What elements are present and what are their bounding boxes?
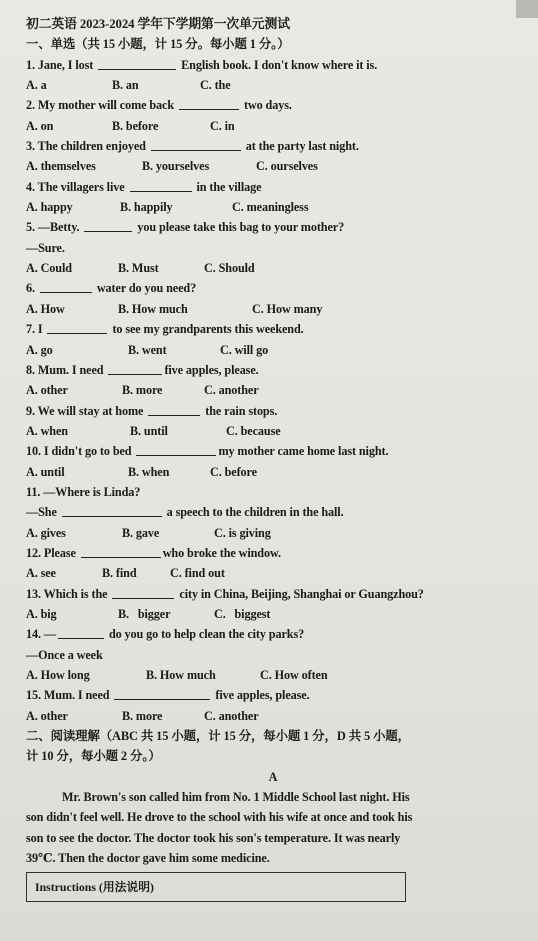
option-b[interactable]: B. How much [146, 668, 216, 682]
option-a[interactable]: A. go [26, 342, 53, 357]
question-4: 4. The villagers live in the village [26, 179, 262, 194]
passage-line: son didn't feel well. He drove to the school with his wife at once and took his [26, 810, 413, 825]
question-14: 14. — do you go to help clean the city parks? [26, 627, 305, 642]
answer-blank[interactable] [108, 362, 162, 375]
question-2: 2. My mother will come back two days. [26, 98, 292, 113]
option-a[interactable]: A. other [26, 383, 68, 398]
option-c[interactable]: C. in [210, 118, 235, 133]
option-c[interactable]: C. Should [204, 261, 255, 276]
answer-blank[interactable] [62, 504, 162, 517]
options-14 [26, 665, 520, 685]
question-8: 8. Mum. I need five apples, please. [26, 362, 259, 377]
options-8 [26, 380, 520, 400]
passage-line: 39℃. Then the doctor gave him some medicine. [26, 851, 270, 866]
question-9: 9. We will stay at home the rain stops. [26, 403, 278, 418]
answer-line-14: —Once a week [26, 647, 103, 662]
answer-blank[interactable] [40, 280, 92, 293]
question-11: 11. —Where is Linda? [26, 484, 141, 499]
option-c[interactable]: C. biggest [214, 606, 271, 621]
answer-blank[interactable] [47, 321, 107, 334]
option-c[interactable]: C. How often [260, 668, 328, 682]
option-b[interactable]: B. before [112, 118, 159, 133]
options-1 [26, 75, 520, 95]
options-4 [26, 197, 520, 217]
option-a[interactable]: A. when [26, 423, 68, 438]
option-b[interactable]: B. gave [122, 525, 160, 540]
section2-header-cont: 计 10 分，每小题 2 分。） [26, 749, 161, 764]
option-a[interactable]: A. on [26, 118, 54, 133]
option-b[interactable]: B. yourselves [142, 159, 210, 174]
option-a[interactable]: A. other [26, 708, 68, 723]
options-6 [26, 299, 520, 319]
option-c[interactable]: C. is giving [214, 525, 271, 540]
answer-line-5: —Sure. [26, 240, 65, 255]
option-a[interactable]: A. a [26, 78, 47, 93]
question-10: 10. I didn't go to bed my mother came home last night. [26, 444, 389, 459]
option-b[interactable]: B. went [128, 342, 167, 357]
options-2 [26, 116, 520, 136]
answer-blank[interactable] [148, 403, 200, 416]
answer-blank[interactable] [130, 179, 192, 192]
option-a[interactable]: A. big [26, 606, 57, 621]
option-c[interactable]: C. find out [170, 566, 225, 581]
option-a[interactable]: A. How long [26, 668, 90, 682]
option-c[interactable]: C. ourselves [256, 159, 318, 174]
option-b[interactable]: B. happily [120, 200, 173, 215]
option-a[interactable]: A. until [26, 464, 65, 479]
answer-blank[interactable] [84, 219, 132, 232]
question-13: 13. Which is the city in China, Beijing, Shanghai or Guangzhou? [26, 586, 424, 601]
options-10 [26, 462, 520, 482]
answer-blank[interactable] [112, 586, 174, 599]
option-b[interactable]: B. an [112, 78, 139, 93]
options-11 [26, 523, 520, 543]
option-b[interactable]: B. bigger [118, 606, 171, 621]
option-c[interactable]: C. will go [220, 342, 269, 357]
options-12 [26, 563, 520, 583]
question-5: 5. —Betty. you please take this bag to your mother? [26, 220, 345, 235]
answer-blank[interactable] [81, 545, 161, 558]
option-a[interactable]: A. happy [26, 200, 73, 215]
passage-line: Mr. Brown's son called him from No. 1 Middle School last night. His [62, 790, 410, 805]
passage-line: son to see the doctor. The doctor took his son's temperature. It was nearly [26, 830, 401, 845]
section1-header: 一、单选（共 15 小题，计 15 分。每小题 1 分。） [26, 37, 290, 52]
options-9 [26, 421, 520, 441]
question-3: 3. The children enjoyed at the party last night. [26, 139, 359, 154]
option-a[interactable]: A. Could [26, 261, 72, 276]
question-7: 7. I to see my grandparents this weekend. [26, 322, 304, 337]
option-c[interactable]: C. before [210, 464, 257, 479]
answer-blank[interactable] [136, 443, 216, 456]
option-c[interactable]: C. another [204, 708, 259, 723]
question-1: 1. Jane, I lost English book. I don't know where it is. [26, 57, 378, 72]
answer-line-11: —She a speech to the children in the hall. [26, 505, 344, 520]
options-3 [26, 156, 520, 176]
option-b[interactable]: B. more [122, 383, 163, 398]
option-c[interactable]: C. How many [252, 301, 323, 316]
option-c[interactable]: C. meaningless [232, 200, 309, 215]
question-6: 6. water do you need? [26, 281, 197, 296]
option-b[interactable]: B. until [130, 423, 168, 438]
answer-blank[interactable] [151, 138, 241, 151]
option-b[interactable]: B. find [102, 566, 137, 581]
passage-label: A [268, 769, 278, 784]
section2-header: 二、阅读理解（ABC 共 15 小题，计 15 分，每小题 1 分，D 共 5 小题， [26, 729, 410, 744]
exam-title: 初二英语 2023-2024 学年下学期第一次单元测试 [26, 17, 290, 31]
option-b[interactable]: B. more [122, 708, 163, 723]
option-a[interactable]: A. How [26, 301, 65, 316]
answer-blank[interactable] [114, 687, 210, 700]
option-a[interactable]: A. see [26, 566, 56, 581]
option-b[interactable]: B. Must [118, 261, 159, 276]
options-7 [26, 340, 520, 360]
page-corner-fold [516, 0, 538, 18]
instructions-label: Instructions (用法说明) [35, 880, 154, 895]
options-5 [26, 258, 520, 278]
instructions-box [26, 872, 406, 902]
answer-blank[interactable] [179, 97, 239, 110]
option-a[interactable]: A. gives [26, 525, 66, 540]
option-b[interactable]: B. How much [118, 301, 188, 316]
option-c[interactable]: C. because [226, 423, 281, 438]
option-b[interactable]: B. when [128, 464, 170, 479]
options-13 [26, 604, 520, 624]
question-15: 15. Mum. I need five apples, please. [26, 688, 310, 703]
option-c[interactable]: C. another [204, 383, 259, 398]
answer-blank[interactable] [58, 626, 104, 639]
passage-a [26, 787, 520, 868]
question-12: 12. Please who broke the window. [26, 545, 281, 560]
option-c[interactable]: C. the [200, 78, 231, 93]
option-a[interactable]: A. themselves [26, 159, 96, 174]
options-15 [26, 706, 520, 726]
answer-blank[interactable] [98, 57, 176, 70]
